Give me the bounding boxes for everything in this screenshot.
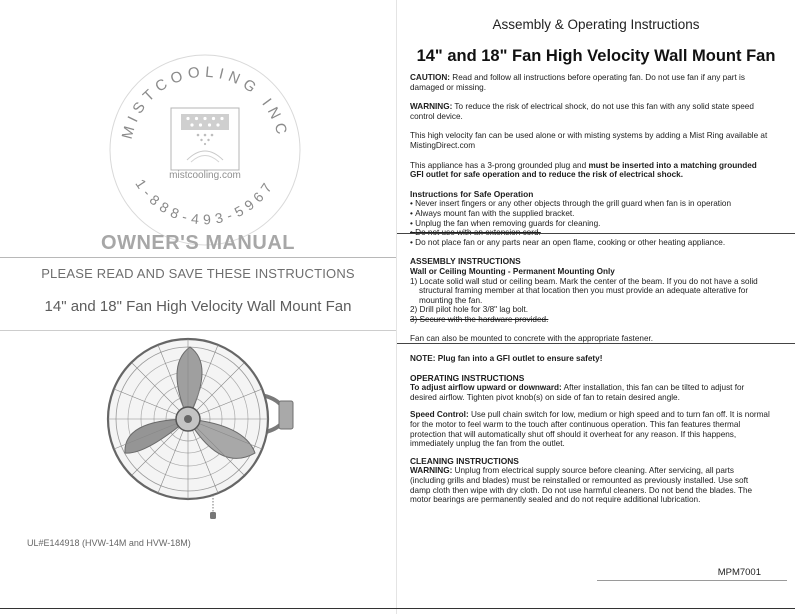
instructions-body	[410, 73, 770, 505]
gfi-note: NOTE: Plug fan into a GFI outlet to ensure safety!	[410, 354, 603, 364]
warning-label: WARNING:	[410, 102, 453, 112]
divider-line	[0, 257, 396, 258]
caution-paragraph	[410, 73, 770, 92]
misting-paragraph: This high velocity fan can be used alone or with misting systems by adding a Mist Ring available at MistingDirect.com	[410, 131, 768, 150]
speed-text: Use pull chain switch for low, medium or high speed and to turn fan off. It is normal for the motor to feel warm to the touch after continuous operation. This fan features thermal protection that will automatically shut off should it overheat for any reason. If this happens, immediately unplug the fan from the outlet.	[410, 410, 770, 449]
safety-heading: Instructions for Safe Operation	[410, 188, 534, 199]
left-page	[0, 0, 396, 614]
airflow-paragraph	[410, 383, 770, 402]
list-item: • Do not place fan or any parts near an open flame, cooking or other heating appliance.	[410, 238, 770, 248]
safety-list	[410, 199, 770, 247]
model-code: MPM7001	[717, 567, 761, 578]
page-bottom-edge	[0, 608, 795, 609]
caution-text: Read and follow all instructions before operating fan. Do not use fan if any part is damaged or missing.	[410, 73, 745, 92]
wall-fan-illustration	[95, 335, 310, 520]
instructions-title: 14" and 18" Fan High Velocity Wall Mount Fan	[416, 47, 776, 65]
operating-heading: OPERATING INSTRUCTIONS	[410, 372, 525, 383]
airflow-text: After installation, this fan can be tilted to adjust for desired airflow. Tighten pivot knob(s) on side of fan to retain desired angle.	[410, 383, 745, 402]
list-item: 2) Drill pilot hole for 3/8" lag bolt.	[410, 305, 529, 315]
cleaning-label: WARNING:	[410, 466, 453, 476]
please-read-notice: PLEASE READ AND SAVE THESE INSTRUCTIONS	[41, 266, 355, 281]
cleaning-text: Unplug from electrical supply source before cleaning. After servicing, all parts (including grills and blades) must be reinstalled or remounted as previously installed. Use soft damp cloth then wipe with dry cloth. Do not use harmful cleaners. Do not bend the blades. The motor bearings are permanently sealed and do not require additional lubrication.	[410, 466, 753, 505]
instructions-header: Assembly & Operating Instructions	[492, 17, 700, 32]
speed-label: Speed Control:	[410, 410, 469, 420]
scan-line	[397, 233, 795, 234]
list-item: • Unplug the fan when removing guards for cleaning.	[410, 219, 770, 229]
stamp-graphic	[105, 50, 305, 250]
logo-website: mistcooling.com	[169, 170, 241, 181]
list-item: • Never insert fingers or any other objects through the grill guard when fan is in operation	[410, 199, 770, 209]
concrete-paragraph: Fan can also be mounted to concrete with the appropriate fastener.	[410, 334, 654, 344]
list-item: • Always mount fan with the supplied bracket.	[410, 209, 770, 219]
logo-arc-text: MISTCOOLING INC	[118, 63, 292, 141]
scan-line	[597, 580, 787, 581]
assembly-steps	[410, 277, 770, 325]
plug-text: This appliance has a 3-prong grounded plug and	[410, 160, 589, 170]
cleaning-paragraph	[410, 466, 770, 504]
assembly-heading: ASSEMBLY INSTRUCTIONS	[410, 256, 521, 267]
ul-listing-number: UL#E144918 (HVW-14M and HVW-18M)	[27, 538, 191, 548]
owners-manual-title: OWNER'S MANUAL	[101, 232, 295, 254]
cleaning-heading: CLEANING INSTRUCTIONS	[410, 455, 519, 466]
warning-text: To reduce the risk of electrical shock, do not use this fan with any solid state speed control device.	[410, 102, 754, 121]
list-item: 3) Secure with the hardware provided.	[410, 314, 549, 324]
left-product-subtitle: 14" and 18" Fan High Velocity Wall Mount Fan	[44, 298, 352, 315]
plug-text-bold: must be inserted into a matching grounded GFI outlet for safe operation and to reduce the risk of electrical shock.	[410, 160, 757, 180]
logo-phone: 1-888-493-5967	[132, 176, 278, 228]
right-page	[397, 0, 795, 614]
assembly-subheading: Wall or Ceiling Mounting - Permanent Mounting Only	[410, 266, 615, 276]
speed-paragraph	[410, 410, 770, 448]
list-item: 1) Locate solid wall stud or ceiling beam. Mark the center of the beam. If you do not have a solid structural framing member at that location then you must provide an adequate alterative for mounting the fan.	[410, 276, 758, 305]
warning-paragraph	[410, 102, 770, 121]
mistcooling-logo-stamp	[105, 50, 305, 250]
airflow-label: To adjust airflow upward or downward:	[410, 383, 562, 393]
scan-line	[397, 343, 795, 344]
svg-text:1-888-493-5967	[132, 176, 277, 227]
plug-paragraph	[410, 161, 770, 180]
divider-line	[0, 330, 396, 331]
caution-label: CAUTION:	[410, 73, 451, 82]
